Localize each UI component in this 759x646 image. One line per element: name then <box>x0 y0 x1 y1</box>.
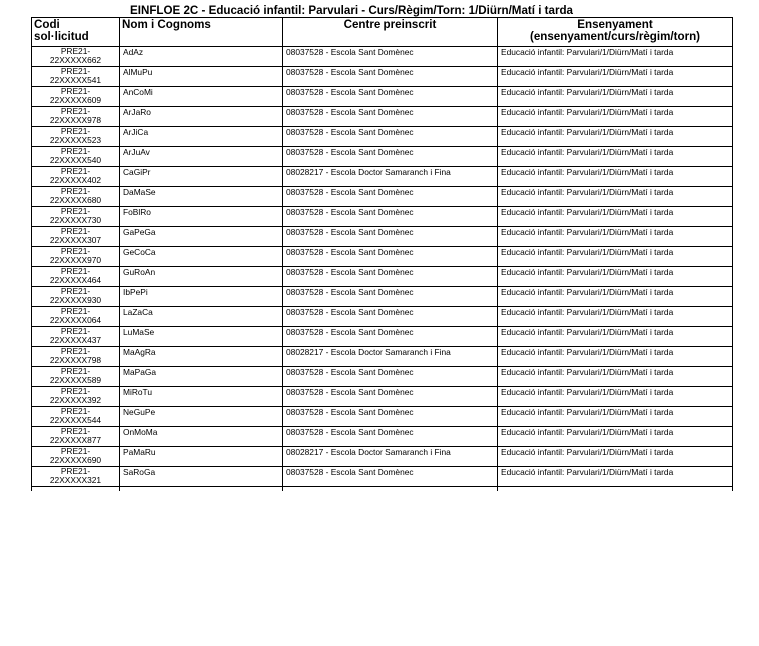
code-line2: 22XXXXX690 <box>49 455 102 465</box>
cell-code <box>32 447 120 467</box>
cell-name: GaPeGa <box>120 227 283 247</box>
table-row <box>32 327 733 347</box>
cell-code <box>32 267 120 287</box>
table-row <box>32 307 733 327</box>
cell-name: ArJiCa <box>120 127 283 147</box>
table-row <box>32 407 733 427</box>
cell-course: Educació infantil: Parvulari/1/Diürn/Matí i tarda <box>498 327 733 347</box>
table-row <box>32 447 733 467</box>
header-name-label: Nom i Cognoms <box>122 18 211 31</box>
cell-name: MiRoTu <box>120 387 283 407</box>
cell-centre: 08037528 - Escola Sant Domènec <box>283 427 498 447</box>
cell-centre: 08037528 - Escola Sant Domènec <box>283 227 498 247</box>
cell-code <box>32 387 120 407</box>
table-row <box>32 387 733 407</box>
cell-centre: 08037528 - Escola Sant Domènec <box>283 207 498 227</box>
table-row <box>32 107 733 127</box>
code-line2: 22XXXXX523 <box>49 135 102 145</box>
code-line2: 22XXXXX930 <box>49 295 102 305</box>
cell-course: Educació infantil: Parvulari/1/Diürn/Matí i tarda <box>498 427 733 447</box>
table-body <box>32 47 733 492</box>
cell-code <box>32 287 120 307</box>
cell-centre: 08037528 - Escola Sant Domènec <box>283 307 498 327</box>
table-row <box>32 147 733 167</box>
cell-code <box>32 67 120 87</box>
code-line2: 22XXXXX798 <box>49 355 102 365</box>
code-line2: 22XXXXX437 <box>49 335 102 345</box>
table-row <box>32 347 733 367</box>
table-row <box>32 127 733 147</box>
cell-centre: 08037528 - Escola Sant Domènec <box>283 247 498 267</box>
code-line2: 22XXXXX730 <box>49 215 102 225</box>
cell-code <box>32 147 120 167</box>
cell-name: AnCoMi <box>120 87 283 107</box>
cell-name: PaMaRu <box>120 447 283 467</box>
table-end-cell <box>498 487 733 492</box>
cell-code <box>32 307 120 327</box>
code-line1: PRE21- <box>60 246 91 256</box>
code-line2: 22XXXXX589 <box>49 375 102 385</box>
header-course <box>498 18 733 47</box>
code-line1: PRE21- <box>60 366 91 376</box>
cell-course: Educació infantil: Parvulari/1/Diürn/Matí i tarda <box>498 167 733 187</box>
header-name <box>120 18 283 47</box>
cell-name: GeCoCa <box>120 247 283 267</box>
cell-course: Educació infantil: Parvulari/1/Diürn/Matí i tarda <box>498 347 733 367</box>
table-row <box>32 67 733 87</box>
table-end-cell <box>283 487 498 492</box>
cell-course: Educació infantil: Parvulari/1/Diürn/Matí i tarda <box>498 47 733 67</box>
cell-code <box>32 167 120 187</box>
table-row <box>32 227 733 247</box>
code-line1: PRE21- <box>60 206 91 216</box>
cell-code <box>32 367 120 387</box>
cell-course: Educació infantil: Parvulari/1/Diürn/Matí i tarda <box>498 407 733 427</box>
document-title-bar <box>31 4 732 17</box>
code-line2: 22XXXXX540 <box>49 155 102 165</box>
code-line1: PRE21- <box>60 306 91 316</box>
code-line1: PRE21- <box>60 466 91 476</box>
code-line1: PRE21- <box>60 146 91 156</box>
code-line2: 22XXXXX609 <box>49 95 102 105</box>
cell-code <box>32 207 120 227</box>
code-line1: PRE21- <box>60 286 91 296</box>
table-row <box>32 427 733 447</box>
code-line1: PRE21- <box>60 186 91 196</box>
cell-centre: 08028217 - Escola Doctor Samaranch i Fina <box>283 447 498 467</box>
code-line1: PRE21- <box>60 326 91 336</box>
cell-name: ArJaRo <box>120 107 283 127</box>
cell-code <box>32 467 120 487</box>
code-line1: PRE21- <box>60 226 91 236</box>
cell-centre: 08028217 - Escola Doctor Samaranch i Fina <box>283 167 498 187</box>
cell-code <box>32 427 120 447</box>
cell-centre: 08037528 - Escola Sant Domènec <box>283 287 498 307</box>
cell-name: LaZaCa <box>120 307 283 327</box>
cell-course: Educació infantil: Parvulari/1/Diürn/Matí i tarda <box>498 147 733 167</box>
cell-course: Educació infantil: Parvulari/1/Diürn/Matí i tarda <box>498 87 733 107</box>
code-line2: 22XXXXX064 <box>49 315 102 325</box>
cell-centre: 08037528 - Escola Sant Domènec <box>283 147 498 167</box>
cell-name: SaRoGa <box>120 467 283 487</box>
cell-course: Educació infantil: Parvulari/1/Diürn/Matí i tarda <box>498 387 733 407</box>
table-end-row <box>32 487 733 492</box>
cell-course: Educació infantil: Parvulari/1/Diürn/Matí i tarda <box>498 187 733 207</box>
code-line2: 22XXXXX402 <box>49 175 102 185</box>
cell-code <box>32 87 120 107</box>
table-row <box>32 87 733 107</box>
cell-name: AdAz <box>120 47 283 67</box>
cell-centre: 08037528 - Escola Sant Domènec <box>283 407 498 427</box>
table-end-cell <box>32 487 120 492</box>
cell-centre: 08037528 - Escola Sant Domènec <box>283 327 498 347</box>
cell-code <box>32 47 120 67</box>
code-line1: PRE21- <box>60 126 91 136</box>
header-centre <box>283 18 498 47</box>
cell-course: Educació infantil: Parvulari/1/Diürn/Matí i tarda <box>498 287 733 307</box>
code-line2: 22XXXXX321 <box>49 475 102 485</box>
document-sheet <box>31 4 732 491</box>
code-line2: 22XXXXX877 <box>49 435 102 445</box>
table-row <box>32 467 733 487</box>
cell-code <box>32 407 120 427</box>
header-row <box>32 18 733 47</box>
cell-centre: 08037528 - Escola Sant Domènec <box>283 467 498 487</box>
table-row <box>32 247 733 267</box>
cell-code <box>32 247 120 267</box>
cell-name: MaAgRa <box>120 347 283 367</box>
cell-name: OnMoMa <box>120 427 283 447</box>
cell-name: LuMaSe <box>120 327 283 347</box>
cell-code <box>32 227 120 247</box>
header-code-line1: Codi <box>34 18 60 31</box>
table-row <box>32 287 733 307</box>
table-row <box>32 367 733 387</box>
cell-course: Educació infantil: Parvulari/1/Diürn/Matí i tarda <box>498 247 733 267</box>
header-code <box>32 18 120 47</box>
cell-name: FoBlRo <box>120 207 283 227</box>
cell-name: IbPePi <box>120 287 283 307</box>
cell-course: Educació infantil: Parvulari/1/Diürn/Matí i tarda <box>498 227 733 247</box>
code-line2: 22XXXXX307 <box>49 235 102 245</box>
cell-course: Educació infantil: Parvulari/1/Diürn/Matí i tarda <box>498 127 733 147</box>
header-course-line1: Ensenyament <box>577 18 653 31</box>
document-title: EINFLOE 2C - Educació infantil: Parvulari - Curs/Règim/Torn: 1/Diürn/Matí i tarda <box>130 4 573 17</box>
cell-centre: 08037528 - Escola Sant Domènec <box>283 187 498 207</box>
code-line1: PRE21- <box>60 66 91 76</box>
cell-code <box>32 187 120 207</box>
table-row <box>32 167 733 187</box>
header-centre-label: Centre preinscrit <box>343 18 437 31</box>
cell-course: Educació infantil: Parvulari/1/Diürn/Matí i tarda <box>498 467 733 487</box>
cell-name: MaPaGa <box>120 367 283 387</box>
cell-course: Educació infantil: Parvulari/1/Diürn/Matí i tarda <box>498 107 733 127</box>
cell-course: Educació infantil: Parvulari/1/Diürn/Matí i tarda <box>498 207 733 227</box>
table-row <box>32 207 733 227</box>
code-line1: PRE21- <box>60 106 91 116</box>
cell-code <box>32 127 120 147</box>
code-line1: PRE21- <box>60 426 91 436</box>
cell-name: AlMuPu <box>120 67 283 87</box>
code-line2: 22XXXXX392 <box>49 395 102 405</box>
code-line1: PRE21- <box>60 346 91 356</box>
cell-course: Educació infantil: Parvulari/1/Diürn/Matí i tarda <box>498 267 733 287</box>
code-line2: 22XXXXX978 <box>49 115 102 125</box>
header-code-line2: sol·licitud <box>34 30 89 43</box>
cell-course: Educació infantil: Parvulari/1/Diürn/Matí i tarda <box>498 447 733 467</box>
code-line2: 22XXXXX541 <box>49 75 102 85</box>
code-line2: 22XXXXX970 <box>49 255 102 265</box>
table-header <box>32 18 733 47</box>
header-course-line2: (ensenyament/curs/règim/torn) <box>529 30 701 43</box>
cell-name: DaMaSe <box>120 187 283 207</box>
code-line1: PRE21- <box>60 86 91 96</box>
table-row <box>32 267 733 287</box>
cell-centre: 08037528 - Escola Sant Domènec <box>283 107 498 127</box>
cell-centre: 08028217 - Escola Doctor Samaranch i Fina <box>283 347 498 367</box>
applications-table <box>31 17 733 491</box>
cell-name: ArJuAv <box>120 147 283 167</box>
cell-course: Educació infantil: Parvulari/1/Diürn/Matí i tarda <box>498 67 733 87</box>
code-line1: PRE21- <box>60 266 91 276</box>
table-row <box>32 47 733 67</box>
cell-course: Educació infantil: Parvulari/1/Diürn/Matí i tarda <box>498 367 733 387</box>
cell-name: GuRoAn <box>120 267 283 287</box>
code-line1: PRE21- <box>60 166 91 176</box>
cell-centre: 08037528 - Escola Sant Domènec <box>283 267 498 287</box>
cell-centre: 08037528 - Escola Sant Domènec <box>283 127 498 147</box>
cell-centre: 08037528 - Escola Sant Domènec <box>283 47 498 67</box>
cell-centre: 08037528 - Escola Sant Domènec <box>283 387 498 407</box>
code-line1: PRE21- <box>60 46 91 56</box>
code-line2: 22XXXXX662 <box>49 55 102 65</box>
cell-name: CaGiPr <box>120 167 283 187</box>
cell-code <box>32 327 120 347</box>
code-line2: 22XXXXX544 <box>49 415 102 425</box>
code-line1: PRE21- <box>60 446 91 456</box>
table-end-cell <box>120 487 283 492</box>
code-line1: PRE21- <box>60 386 91 396</box>
code-line2: 22XXXXX464 <box>49 275 102 285</box>
cell-centre: 08037528 - Escola Sant Domènec <box>283 367 498 387</box>
cell-code <box>32 347 120 367</box>
cell-name: NeGuPe <box>120 407 283 427</box>
cell-code <box>32 107 120 127</box>
code-line1: PRE21- <box>60 406 91 416</box>
table-row <box>32 187 733 207</box>
code-line2: 22XXXXX680 <box>49 195 102 205</box>
cell-centre: 08037528 - Escola Sant Domènec <box>283 67 498 87</box>
cell-centre: 08037528 - Escola Sant Domènec <box>283 87 498 107</box>
cell-course: Educació infantil: Parvulari/1/Diürn/Matí i tarda <box>498 307 733 327</box>
